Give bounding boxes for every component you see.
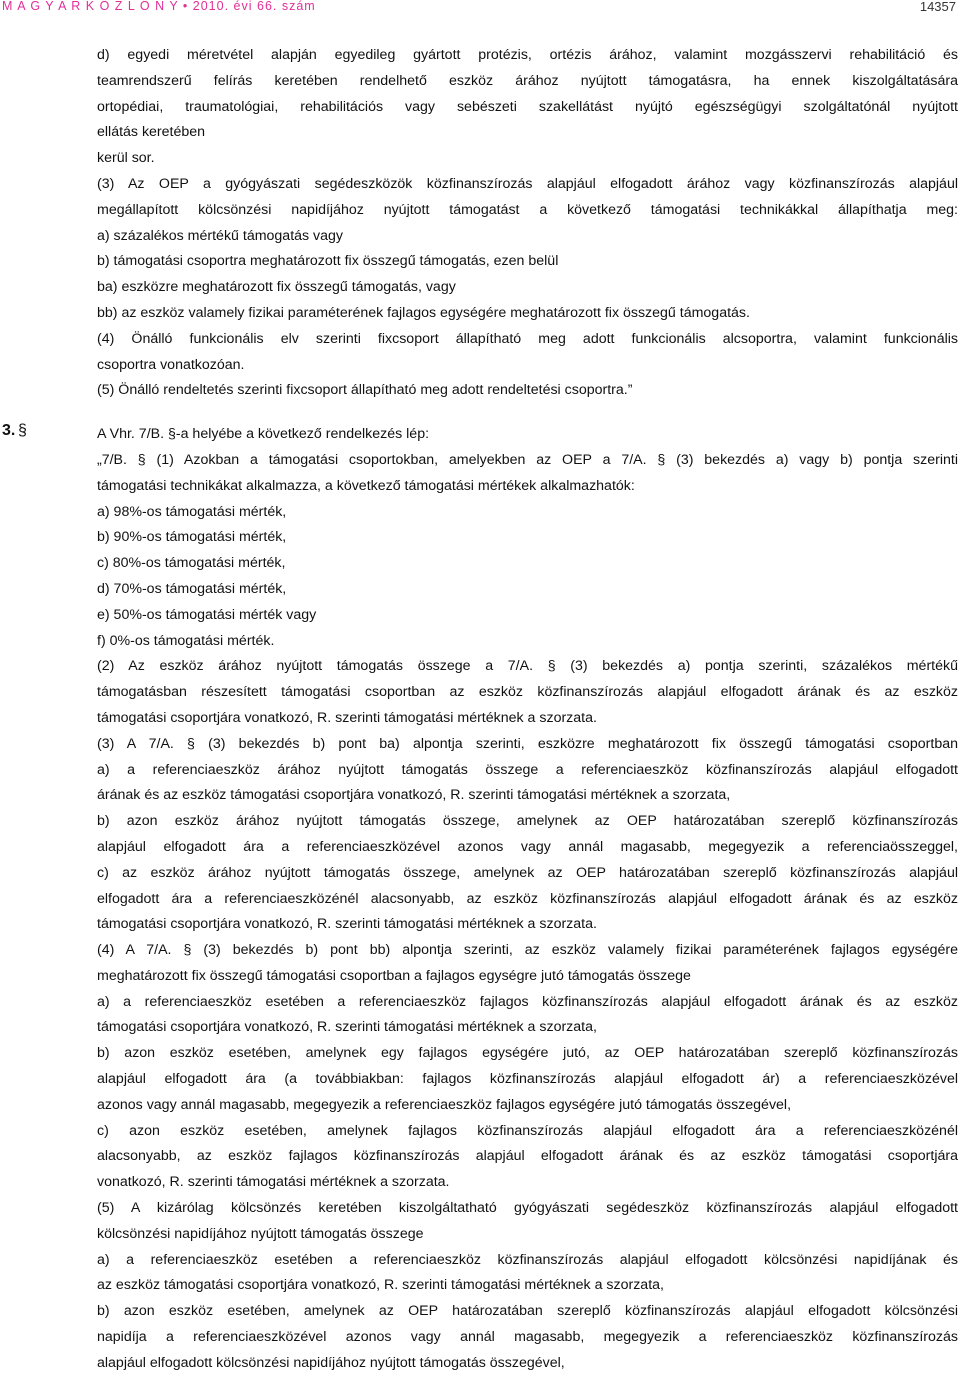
text-line: alapjául elfogadott kölcsönzési napidíjához nyújtott támogatás összegével, (97, 1354, 565, 1371)
text-line: támogatási technikákat alkalmazza, a következő támogatási mértékek alkalmazhatók: (97, 477, 635, 494)
text-line: A Vhr. 7/B. §-a helyébe a következő rendelkezés lép: (97, 426, 430, 443)
text-line: támogatási csoportjára vonatkozó, R. szerinti támogatási mértéknek a szorzata. (97, 916, 597, 933)
text-line: b) azon eszköz esetében, amelynek egy fajlagos egységére jutó, az OEP határozatában szereplő közfinanszírozás (97, 1045, 958, 1062)
text-line: b) azon eszköz árához nyújtott támogatás összege, amelynek az OEP határozatában szereplő közfinanszírozás (97, 813, 958, 830)
text-line: c) azon eszköz esetében, amelynek fajlagos közfinanszírozás alapjául elfogadott ára a referenciaeszközénél (97, 1122, 958, 1139)
text-line: teamrendszerű felírás keretében rendelhető eszköz árához nyújtott támogatásra, ha ennek kiszolgáltatására (97, 72, 958, 89)
text-line: ba) eszközre meghatározott fix összegű támogatás, vagy (97, 279, 456, 296)
text-line: b) 90%-os támogatási mérték, (97, 529, 287, 546)
text-line: (4) A 7/A. § (3) bekezdés b) pont bb) alpontja szerinti, az eszköz valamely fizikai paraméterének fajlagos egységére (97, 942, 958, 959)
text-line: a) a referenciaeszköz árához nyújtott támogatás összege a referenciaeszköz közfinanszírozás alapjául elfogadott (97, 761, 958, 778)
text-line: napidíja a referenciaeszközével azonos vagy annál magasabb, megegyezik a referenciaeszköz közfinanszírozás (97, 1329, 958, 1346)
text-line: támogatási csoportjára vonatkozó, R. szerinti támogatási mértéknek a szorzata, (97, 1019, 597, 1036)
text-line: megállapított kölcsönzési napidíjához nyújtott támogatást a következő támogatási technikákkal állapíthatja meg: (97, 201, 958, 218)
page-header (0, 0, 960, 17)
text-line: c) az eszköz árához nyújtott támogatás összege, amelynek az OEP határozatában szereplő közfinanszírozás alapjául (97, 864, 958, 881)
section-sign: § (18, 422, 27, 440)
continued-section (0, 43, 960, 404)
text-line: kölcsönzési napidíjához nyújtott támogatás összege (97, 1225, 424, 1242)
text-line: f) 0%-os támogatási mérték. (97, 632, 275, 649)
text-line: azonos vagy annál magasabb, megegyezik a referenciaeszköz fajlagos egységére jutó támogatás összegével, (97, 1096, 792, 1113)
text-line: (2) Az eszköz árához nyújtott támogatás összege a 7/A. § (3) bekezdés a) pontja szerinti, százalékos mértékű (97, 658, 958, 675)
text-line: alacsonyabb, az eszköz fajlagos közfinanszírozás alapjául elfogadott árának és az eszköz támogatási csoportjára (97, 1148, 958, 1165)
text-line: e) 50%-os támogatási mérték vagy (97, 606, 317, 623)
section-number: 3. (2, 422, 16, 440)
text-line: meghatározott fix összegű támogatási csoportban a fajlagos egységre jutó támogatás összege (97, 967, 691, 984)
text-line: b) azon eszköz esetében, amelynek az OEP határozatában szereplő közfinanszírozás alapjául elfogadott kölcsönzési (97, 1303, 958, 1320)
text-line: „7/B. § (1) Azokban a támogatási csoportokban, amelyekben az OEP a 7/A. § (3) bekezdés a) vagy b) pontja szerinti (97, 451, 958, 468)
text-line: (3) Az OEP a gyógyászati segédeszközök közfinanszírozás alapjául elfogadott árához vagy közfinanszírozás alapjául (97, 175, 958, 192)
text-line: elfogadott ára a referenciaeszközénél alacsonyabb, az eszköz közfinanszírozás alapjául elfogadott árának és az eszköz (97, 890, 958, 907)
text-line: az eszköz támogatási csoportjára vonatkozó, R. szerinti támogatási mértéknek a szorzata, (97, 1277, 664, 1294)
text-line: ortopédiai, traumatológiai, rehabilitációs vagy sebészeti szakellátást nyújtó egészségügyi szolgáltatónál nyújtott (97, 98, 958, 115)
page-number: 14357 (919, 0, 956, 14)
text-line: alapjául elfogadott ára a referenciaeszközével azonos vagy annál magasabb, megegyezik a referenciaösszeggel, (97, 838, 958, 855)
text-line: d) egyedi méretvétel alapján egyedileg gyártott protézis, ortézis árához, valamint mozgásszervi rehabilitáció és (97, 47, 958, 63)
text-line: a) a referenciaeszköz esetében a referenciaeszköz közfinanszírozás alapjául elfogadott kölcsönzési napidíjának és (97, 1251, 958, 1268)
text-line: csoportra vonatkozóan. (97, 356, 245, 373)
text-line: kerül sor. (97, 150, 155, 167)
section-3-body (0, 422, 960, 1376)
text-line: támogatásban részesített támogatási csoportban az eszköz közfinanszírozás alapjául elfogadott árának és az eszköz (97, 684, 958, 701)
text-line: a) százalékos mértékű támogatás vagy (97, 227, 344, 244)
text-line: bb) az eszköz valamely fizikai paraméterének fajlagos egységére meghatározott fix összegű támogatás. (97, 304, 750, 321)
journal-title: M A G Y A R K Ö Z L Ö N Y • 2010. évi 66. szám (2, 0, 316, 13)
text-line: (3) A 7/A. § (3) bekezdés b) pont ba) alpontja szerinti, eszközre meghatározott fix összegű támogatási csoportban (97, 735, 958, 752)
text-line: (4) Önálló funkcionális elv szerinti fixcsoport állapítható meg adott funkcionális alcsoportra, valamint funkcionális (97, 330, 958, 347)
text-line: (5) A kizárólag kölcsönzés keretében kiszolgáltatható gyógyászati segédeszköz közfinanszírozás alapjául elfogadott (97, 1200, 958, 1217)
text-line: vonatkozó, R. szerinti támogatási mértéknek a szorzata. (97, 1174, 450, 1191)
document-body (0, 43, 960, 1377)
text-line: a) 98%-os támogatási mérték, (97, 503, 287, 520)
text-line: b) támogatási csoportra meghatározott fix összegű támogatás, ezen belül (97, 253, 559, 270)
text-line: d) 70%-os támogatási mérték, (97, 580, 287, 597)
text-line: árának és az eszköz támogatási csoportjára vonatkozó, R. szerinti támogatási mértéknek a szorzata, (97, 787, 731, 804)
section-3 (0, 422, 960, 1376)
text-line: ellátás keretében (97, 124, 206, 141)
text-line: támogatási csoportjára vonatkozó, R. szerinti támogatási mértéknek a szorzata. (97, 709, 597, 726)
text-line: c) 80%-os támogatási mérték, (97, 555, 286, 572)
text-line: a) a referenciaeszköz esetében a referenciaeszköz fajlagos közfinanszírozás alapjául elfogadott árának és az eszköz (97, 993, 958, 1010)
text-line: (5) Önálló rendeltetés szerinti fixcsoport állapítható meg adott rendeltetési csoportra.” (97, 382, 633, 399)
text-line: alapjául elfogadott ára (a továbbiakban: fajlagos közfinanszírozás alapjául elfogadott ár) a referenciaeszközével (97, 1071, 958, 1088)
